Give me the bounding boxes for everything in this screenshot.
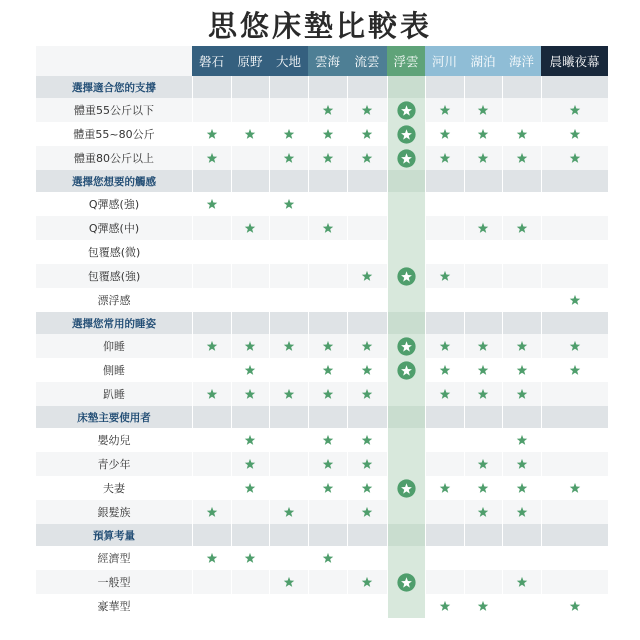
star-mark-0-2-7 — [477, 152, 489, 164]
star-mark-4-1-5 — [397, 573, 416, 592]
star-mark-0-0-7 — [477, 104, 489, 116]
star-mark-0-1-6 — [439, 128, 451, 140]
highlight-col-cell-1-4 — [387, 288, 425, 312]
star-mark-0-0-5 — [397, 101, 416, 120]
star-mark-2-1-6 — [439, 364, 451, 376]
star-mark-1-3-6 — [439, 270, 451, 282]
star-mark-3-2-7 — [477, 482, 489, 494]
section-title-4: 預算考量 — [93, 529, 135, 542]
star-mark-1-3-5 — [397, 267, 416, 286]
column-divider-1 — [231, 76, 232, 618]
star-mark-3-0-3 — [322, 434, 334, 446]
star-mark-0-2-2 — [283, 152, 295, 164]
row-divider-4-2 — [36, 618, 608, 619]
highlight-col-cell-1-0 — [387, 192, 425, 216]
star-mark-0-1-2 — [283, 128, 295, 140]
row-label-3-0: 嬰幼兒 — [97, 434, 131, 447]
star-mark-3-0-1 — [244, 434, 256, 446]
star-mark-2-0-2 — [283, 340, 295, 352]
star-mark-3-1-7 — [477, 458, 489, 470]
star-mark-2-0-6 — [439, 340, 451, 352]
highlight-col-cell-1-1 — [387, 216, 425, 240]
star-mark-3-1-8 — [516, 458, 528, 470]
star-mark-2-0-9 — [569, 340, 581, 352]
star-mark-0-2-8 — [516, 152, 528, 164]
row-label-2-0: 仰睡 — [103, 340, 125, 353]
column-header-9: 晨曦夜幕 — [541, 46, 608, 76]
row-label-1-3: 包覆感(強) — [87, 270, 141, 283]
column-header-3: 雲海 — [308, 46, 347, 76]
star-mark-0-2-6 — [439, 152, 451, 164]
star-mark-0-0-6 — [439, 104, 451, 116]
star-mark-4-2-7 — [477, 600, 489, 612]
star-mark-2-2-4 — [361, 388, 373, 400]
star-mark-2-1-3 — [322, 364, 334, 376]
column-header-4: 流雲 — [347, 46, 387, 76]
star-mark-4-1-8 — [516, 576, 528, 588]
row-label-1-0: Q彈感(強) — [88, 198, 140, 211]
star-mark-3-3-2 — [283, 506, 295, 518]
row-label-4-2: 豪華型 — [97, 600, 131, 613]
star-mark-3-2-3 — [322, 482, 334, 494]
star-mark-0-1-8 — [516, 128, 528, 140]
star-mark-4-0-0 — [206, 552, 218, 564]
column-divider-9 — [541, 76, 542, 618]
highlight-col-cell-4-0 — [387, 546, 425, 570]
star-mark-0-1-7 — [477, 128, 489, 140]
row-label-1-1: Q彈感(中) — [88, 222, 140, 235]
column-header-0: 磐石 — [192, 46, 231, 76]
row-label-2-2: 趴睡 — [103, 388, 125, 401]
column-divider-7 — [464, 76, 465, 618]
star-mark-2-1-5 — [397, 361, 416, 380]
star-mark-1-1-3 — [322, 222, 334, 234]
column-divider-5 — [387, 76, 388, 618]
column-header-1: 原野 — [231, 46, 269, 76]
star-mark-0-1-1 — [244, 128, 256, 140]
highlight-col-cell-1-2 — [387, 240, 425, 264]
star-mark-1-0-2 — [283, 198, 295, 210]
star-mark-4-0-1 — [244, 552, 256, 564]
star-mark-2-1-8 — [516, 364, 528, 376]
column-divider-3 — [308, 76, 309, 618]
star-mark-3-1-4 — [361, 458, 373, 470]
column-divider-4 — [347, 76, 348, 618]
star-mark-2-2-2 — [283, 388, 295, 400]
star-mark-4-1-4 — [361, 576, 373, 588]
star-mark-4-1-2 — [283, 576, 295, 588]
star-mark-0-1-0 — [206, 128, 218, 140]
section-title-0: 選擇適合您的支撐 — [72, 81, 156, 94]
row-label-2-1: 側睡 — [103, 364, 125, 377]
star-mark-0-1-5 — [397, 125, 416, 144]
star-mark-3-2-1 — [244, 482, 256, 494]
star-mark-2-2-6 — [439, 388, 451, 400]
row-label-0-1: 體重55~80公斤 — [73, 128, 155, 141]
row-label-3-3: 銀髮族 — [97, 506, 131, 519]
star-mark-4-2-9 — [569, 600, 581, 612]
star-mark-3-1-1 — [244, 458, 256, 470]
section-title-2: 選擇您常用的睡姿 — [72, 317, 156, 330]
star-mark-2-2-0 — [206, 388, 218, 400]
star-mark-0-2-9 — [569, 152, 581, 164]
star-mark-3-3-0 — [206, 506, 218, 518]
row-label-0-0: 體重55公斤以下 — [74, 104, 154, 117]
header-blank — [36, 46, 192, 76]
row-label-4-0: 經濟型 — [97, 552, 131, 565]
column-header-7: 湖泊 — [464, 46, 502, 76]
star-mark-1-3-4 — [361, 270, 373, 282]
highlight-col-section-2 — [387, 312, 425, 334]
star-mark-3-0-4 — [361, 434, 373, 446]
column-header-2: 大地 — [269, 46, 308, 76]
star-mark-3-3-4 — [361, 506, 373, 518]
star-mark-2-1-7 — [477, 364, 489, 376]
column-divider-8 — [502, 76, 503, 618]
star-mark-2-0-1 — [244, 340, 256, 352]
star-mark-1-1-1 — [244, 222, 256, 234]
star-mark-2-1-1 — [244, 364, 256, 376]
star-mark-2-0-5 — [397, 337, 416, 356]
column-divider-0 — [192, 76, 193, 618]
row-label-1-4: 漂浮感 — [97, 294, 131, 307]
highlight-col-cell-2-2 — [387, 382, 425, 406]
star-mark-0-1-3 — [322, 128, 334, 140]
row-label-3-2: 夫妻 — [103, 482, 125, 495]
star-mark-1-1-7 — [477, 222, 489, 234]
column-divider-2 — [269, 76, 270, 618]
highlight-col-section-0 — [387, 76, 425, 98]
highlight-col-section-3 — [387, 406, 425, 428]
star-mark-0-1-4 — [361, 128, 373, 140]
chart-title: 思悠床墊比較表 — [207, 9, 432, 43]
star-mark-3-2-5 — [397, 479, 416, 498]
star-mark-2-0-3 — [322, 340, 334, 352]
star-mark-2-0-4 — [361, 340, 373, 352]
star-mark-4-2-6 — [439, 600, 451, 612]
column-header-5: 浮雲 — [387, 46, 425, 76]
star-mark-2-2-8 — [516, 388, 528, 400]
star-mark-3-2-6 — [439, 482, 451, 494]
column-divider-6 — [425, 76, 426, 618]
star-mark-2-2-3 — [322, 388, 334, 400]
column-header-6: 河川 — [425, 46, 464, 76]
highlight-col-cell-3-0 — [387, 428, 425, 452]
star-mark-0-1-9 — [569, 128, 581, 140]
star-mark-3-2-9 — [569, 482, 581, 494]
star-mark-3-3-7 — [477, 506, 489, 518]
star-mark-0-0-9 — [569, 104, 581, 116]
highlight-col-cell-3-3 — [387, 500, 425, 524]
star-mark-0-0-4 — [361, 104, 373, 116]
highlight-col-cell-3-1 — [387, 452, 425, 476]
section-title-3: 床墊主要使用者 — [77, 411, 151, 424]
highlight-col-cell-4-2 — [387, 594, 425, 618]
row-label-1-2: 包覆感(微) — [87, 246, 141, 259]
star-mark-0-0-3 — [322, 104, 334, 116]
star-mark-3-1-3 — [322, 458, 334, 470]
star-mark-3-2-8 — [516, 482, 528, 494]
star-mark-0-2-0 — [206, 152, 218, 164]
star-mark-3-2-4 — [361, 482, 373, 494]
comparison-table — [36, 46, 608, 632]
star-mark-2-0-7 — [477, 340, 489, 352]
star-mark-2-0-8 — [516, 340, 528, 352]
star-mark-3-3-8 — [516, 506, 528, 518]
star-mark-1-1-8 — [516, 222, 528, 234]
star-mark-0-2-4 — [361, 152, 373, 164]
row-label-3-1: 青少年 — [97, 458, 131, 471]
row-label-4-1: 一般型 — [97, 576, 131, 589]
star-mark-4-0-3 — [322, 552, 334, 564]
star-mark-2-0-0 — [206, 340, 218, 352]
highlight-col-section-1 — [387, 170, 425, 192]
star-mark-0-2-5 — [397, 149, 416, 168]
star-mark-0-2-3 — [322, 152, 334, 164]
row-label-0-2: 體重80公斤以上 — [74, 152, 154, 165]
column-header-8: 海洋 — [502, 46, 541, 76]
star-mark-1-0-0 — [206, 198, 218, 210]
highlight-col-section-4 — [387, 524, 425, 546]
star-mark-2-1-4 — [361, 364, 373, 376]
section-title-1: 選擇您想要的觸感 — [72, 175, 156, 188]
star-mark-2-2-1 — [244, 388, 256, 400]
star-mark-3-0-8 — [516, 434, 528, 446]
star-mark-2-2-7 — [477, 388, 489, 400]
star-mark-1-4-9 — [569, 294, 581, 306]
star-mark-2-1-9 — [569, 364, 581, 376]
